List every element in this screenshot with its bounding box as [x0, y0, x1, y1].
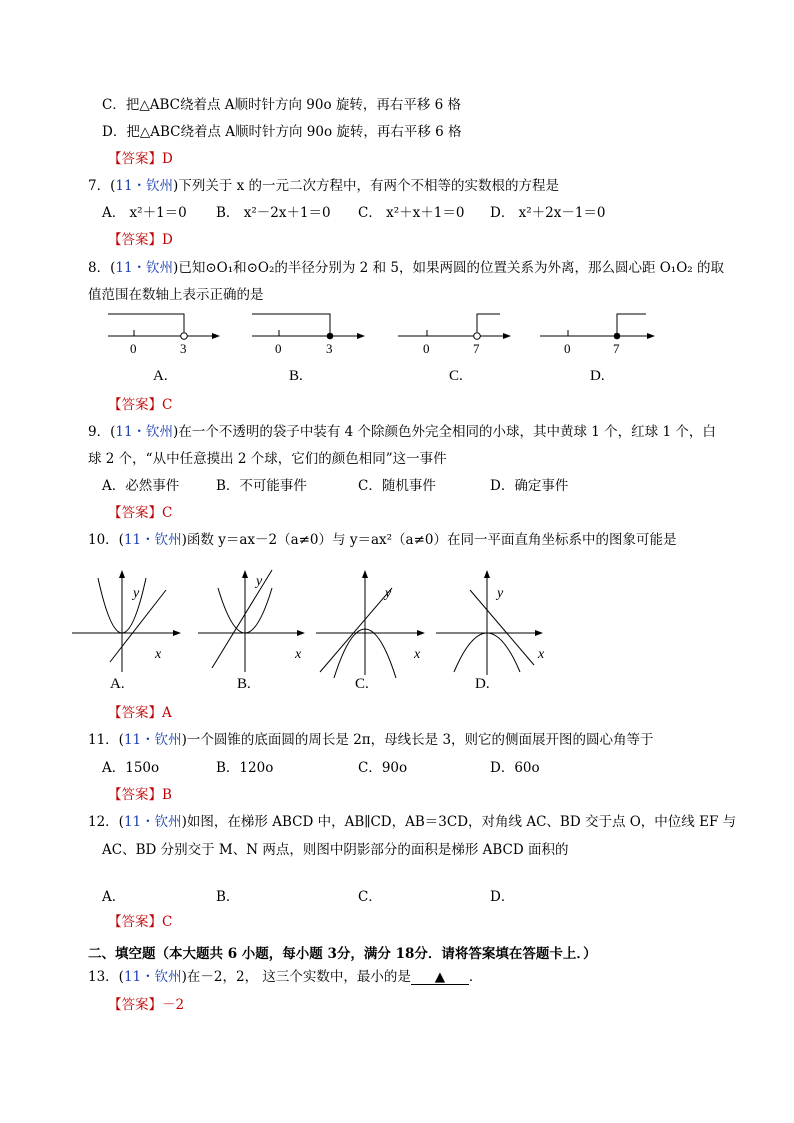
- number-line-c-zero: 0: [423, 341, 430, 356]
- number-line-c: [398, 314, 511, 356]
- number-line-d-mark: 7: [613, 341, 620, 356]
- q8-source: 11・钦州: [115, 260, 174, 276]
- q7-option-d: D． x²＋2x－1＝0: [490, 205, 606, 221]
- graph-c: [316, 570, 425, 678]
- q11-stem: 11．(11・钦州)一个圆锥的底面圆的周长是 2π，母线长是 3，则它的侧面展开图的圆心角等于: [88, 732, 654, 748]
- q9-option-c: C．随机事件: [358, 478, 436, 494]
- q11-option-c: C．90o: [358, 760, 408, 776]
- q12-stem-line1: 12．(11・钦州)如图，在梯形 ABCD 中，AB∥CD，AB＝3CD，对角线 AC、BD 交于点 O，中位线 EF 与: [88, 814, 737, 830]
- q6-option-d: D．把△ABC绕着点 A顺时针方向 90o 旋转，再右平移 6 格: [102, 124, 462, 140]
- q7-answer: 【答案】D: [108, 232, 173, 248]
- q7-option-b: B． x²－2x＋1＝0: [216, 205, 331, 221]
- graph-a-x-label: x: [155, 647, 162, 662]
- q8-number-lines: [0, 305, 794, 355]
- q9-stem-line1: 9．(11・钦州)在一个不透明的袋子中装有 4 个除颜色外完全相同的小球，其中黄球 1 个，红球 1 个，白: [88, 424, 716, 440]
- q8-answer: 【答案】C: [108, 397, 173, 413]
- section-2-heading: 二、填空题（本大题共 6 小题，每小题 3分，满分 18分．请将答案填在答题卡上．）: [88, 946, 597, 962]
- q12-option-d: D．: [490, 889, 515, 905]
- q6-answer: 【答案】D: [108, 151, 173, 167]
- q7-option-c: C． x²＋x＋1＝0: [358, 205, 465, 221]
- graph-d-x-label: x: [538, 647, 545, 662]
- q8-stem-line1: 8．(11・钦州)已知⊙O₁和⊙O₂的半径分别为 2 和 5，如果两圆的位置关系为外离，那么圆心距 O₁O₂ 的取: [88, 260, 724, 276]
- number-line-b-label: B.: [289, 368, 303, 384]
- q12-stem-line2: AC、BD 分别交于 M、N 两点，则图中阴影部分的面积是梯形 ABCD 面积的: [102, 842, 569, 858]
- q11-option-a: A．150o: [102, 760, 160, 776]
- q12-option-b: B．: [216, 889, 240, 905]
- q12-answer: 【答案】C: [108, 914, 173, 930]
- number-line-a-mark: 3: [180, 341, 187, 356]
- q12-option-a: A．: [102, 889, 126, 905]
- number-line-c-mark: 7: [473, 341, 480, 356]
- q11-option-b: B．120o: [216, 760, 274, 776]
- number-line-c-label: C.: [449, 368, 463, 384]
- number-line-d-zero: 0: [564, 341, 571, 356]
- q10-answer: 【答案】A: [108, 705, 172, 721]
- q11-option-d: D．60o: [490, 760, 540, 776]
- q12-option-c: C．: [358, 889, 382, 905]
- number-line-a: [108, 314, 220, 356]
- q9-answer: 【答案】C: [108, 505, 173, 521]
- q9-source: 11・钦州: [115, 424, 174, 440]
- graph-b: [198, 570, 305, 672]
- number-line-b-mark: 3: [326, 341, 333, 356]
- q13-source: 11・钦州: [123, 969, 182, 985]
- graph-c-y-label: y: [385, 586, 392, 601]
- number-line-b-zero: 0: [275, 341, 282, 356]
- q13-stem: 13．(11・钦州)在－2，2， 这三个实数中，最小的是 ▲ ．: [88, 969, 483, 985]
- graph-a-label: A.: [110, 676, 125, 692]
- q11-source: 11・钦州: [123, 732, 182, 748]
- q10-source: 11・钦州: [123, 532, 182, 548]
- q8-stem-line2: 值范围在数轴上表示正确的是: [88, 287, 264, 303]
- q7-source: 11・钦州: [115, 178, 174, 194]
- graph-a: [72, 570, 181, 672]
- q9-stem-line2: 球 2 个，“从中任意摸出 2 个球，它们的颜色相同”这一事件: [88, 451, 447, 467]
- q9-option-a: A．必然事件: [102, 478, 180, 494]
- graph-c-x-label: x: [414, 647, 421, 662]
- q10-graphs: [0, 560, 794, 680]
- q7-option-a: A． x²＋1＝0: [102, 205, 187, 221]
- number-line-a-zero: 0: [130, 341, 137, 356]
- number-line-b: [252, 314, 365, 356]
- graph-c-label: C.: [355, 676, 369, 692]
- q6-option-c: C．把△ABC绕着点 A顺时针方向 90o 旋转，再右平移 6 格: [102, 97, 462, 113]
- number-line-d: [540, 314, 655, 356]
- q10-stem: 10．(11・钦州)函数 y＝ax－2（a≠0）与 y＝ax²（a≠0）在同一平面直角坐标系中的图象可能是: [88, 532, 677, 548]
- q12-source: 11・钦州: [123, 814, 182, 830]
- graph-b-y-label: y: [256, 574, 263, 589]
- number-line-a-label: A.: [153, 368, 168, 384]
- number-line-d-label: D.: [590, 368, 605, 384]
- graph-b-label: B.: [237, 676, 251, 692]
- q7-stem: 7．(11・钦州)下列关于 x 的一元二次方程中，有两个不相等的实数根的方程是: [88, 178, 560, 194]
- graph-d-label: D.: [475, 676, 490, 692]
- graph-d: [436, 570, 545, 675]
- graph-d-y-label: y: [497, 586, 504, 601]
- graph-a-y-label: y: [133, 586, 140, 601]
- q11-answer: 【答案】B: [108, 787, 172, 803]
- q13-answer-blank: [411, 970, 469, 985]
- triangle-icon: ▲: [434, 969, 446, 985]
- q9-option-d: D．确定事件: [490, 478, 569, 494]
- q9-option-b: B．不可能事件: [216, 478, 307, 494]
- q13-answer: 【答案】－2: [108, 997, 185, 1013]
- graph-b-x-label: x: [295, 647, 302, 662]
